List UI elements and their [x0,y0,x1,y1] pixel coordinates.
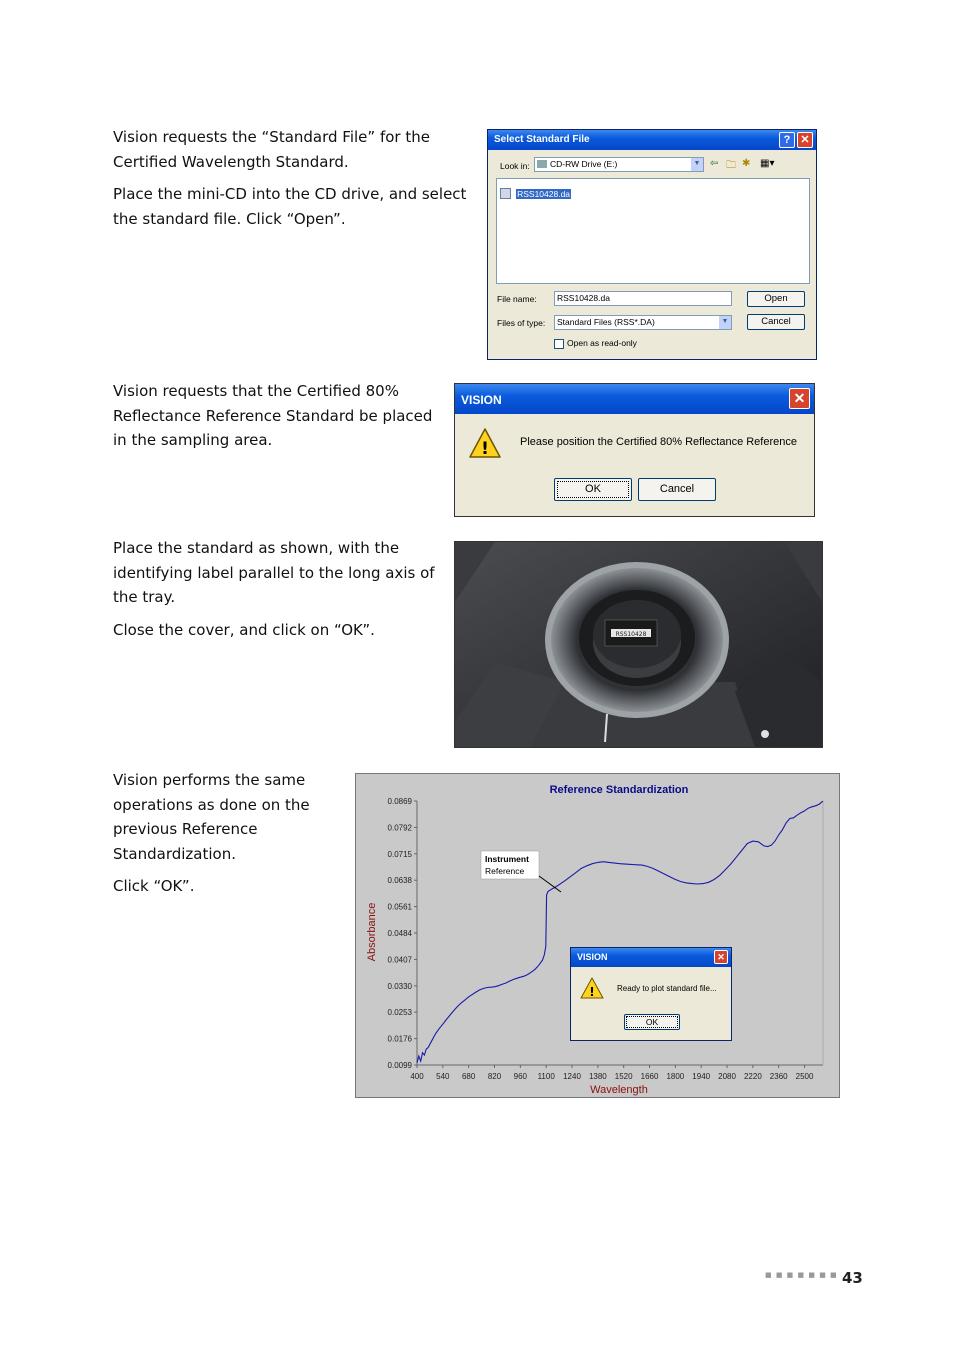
annotation-line-1: Instrument [485,854,529,864]
dialog-title: Select Standard File [494,134,590,145]
look-in-label: Look in: [500,161,530,171]
y-axis-label: Absorbance [366,902,378,962]
x-tick-label: 2360 [769,1072,788,1081]
x-tick-label: 1100 [537,1072,555,1081]
cancel-button[interactable]: Cancel [747,314,805,330]
cancel-button[interactable]: Cancel [638,478,716,501]
reference-standardization-chart [356,774,839,1097]
close-button[interactable]: ✕ [797,132,813,148]
x-tick-label: 1940 [692,1072,711,1081]
warning-glyph: ! [481,439,489,459]
y-tick-label: 0.0253 [387,1008,412,1018]
x-tick-label: 2220 [743,1072,762,1081]
warning-icon [468,427,502,459]
instruction-2: Place the mini-CD into the CD drive, and select the standard file. Click “Open”. [113,185,467,228]
page-number: 43 [842,1269,863,1287]
annotation [481,851,561,892]
y-tick-label: 0.0330 [387,981,412,991]
chevron-down-icon: ▼ [691,158,703,171]
x-tick-label: 820 [487,1072,502,1081]
y-tick-label: 0.0407 [387,955,412,965]
back-icon[interactable]: ⇦ [710,158,719,169]
warning-icon [580,977,604,999]
file-name-label: File name: [497,294,537,304]
y-tick-label: 0.0099 [387,1061,412,1070]
instruction-4: Place the standard as shown, with the identifying label parallel to the long axis of the tray. [113,539,435,606]
warning-glyph: ! [589,985,595,999]
chart-title: Reference Standardization [549,784,689,796]
chart-panel [355,773,840,1098]
instruction-7: Click “OK”. [113,877,195,895]
standard-label-text: RSS10428 [615,631,647,638]
up-folder-icon[interactable]: 🗀 [726,160,736,171]
ok-button[interactable]: OK [554,478,632,501]
vision-dialog-message: Please position the Certified 80% Reflectance Reference [520,436,797,448]
footer-dots: ■ ■ ■ ■ ■ ■ ■ [765,1271,838,1279]
new-folder-icon[interactable]: ✱ [742,158,751,169]
x-tick-label: 400 [410,1072,424,1081]
x-tick-label: 1520 [614,1072,633,1081]
help-button[interactable]: ? [779,132,795,148]
read-only-checkbox[interactable] [554,339,564,349]
chevron-down-icon: ▼ [719,316,731,329]
select-standard-file-dialog [487,129,817,360]
annotation-line-2: Reference [485,866,525,876]
list-item[interactable]: RSS10428.da [500,182,571,201]
x-tick-label: 540 [436,1072,450,1081]
instruction-1: Vision requests the “Standard File” for the Certified Wavelength Standard. [113,128,430,171]
ready-dialog-message: Ready to plot standard file... [617,984,717,993]
y-tick-label: 0.0869 [387,797,412,806]
instruction-6: Vision performs the same operations as done on the previous Reference Standardization. [113,771,310,863]
instruction-3: Vision requests that the Certified 80% Reflectance Reference Standard be placed in the sampling area. [113,382,433,449]
y-tick-label: 0.0561 [387,902,412,912]
view-menu-icon[interactable]: ▦▾ [760,158,775,169]
cd-drive-icon [537,160,547,168]
vision-dialog-titlebar [455,384,814,414]
x-tick-label: 2080 [718,1072,736,1081]
ready-dialog-titlebar [571,948,731,967]
y-tick-label: 0.0176 [387,1034,412,1044]
x-tick-label: 680 [461,1072,476,1081]
x-tick-label: 1240 [563,1072,581,1081]
x-tick-label: 960 [513,1072,528,1081]
file-list[interactable] [496,178,810,284]
file-name-input[interactable]: RSS10428.da [554,291,732,306]
tray-photo [454,541,823,748]
ready-to-plot-dialog [570,947,732,1041]
instruction-5: Close the cover, and click on “OK”. [113,621,375,639]
vision-dialog [454,383,815,517]
file-icon [500,188,511,199]
files-of-type-label: Files of type: [497,318,546,328]
x-tick-label: 1800 [666,1072,685,1081]
files-of-type-select[interactable]: Standard Files (RSS*.DA) ▼ [554,315,732,330]
ok-button[interactable]: OK [624,1014,680,1030]
close-button[interactable]: ✕ [789,388,810,409]
read-only-label: Open as read-only [567,338,637,348]
x-tick-label: 1660 [640,1072,659,1081]
open-button[interactable]: Open [747,291,805,307]
y-tick-label: 0.0792 [387,823,412,833]
dialog-titlebar [488,130,816,150]
x-axis-label: Wavelength [590,1084,648,1096]
vision-dialog-title: VISION [461,393,502,407]
x-tick-label: 1380 [588,1072,607,1081]
y-tick-label: 0.0638 [387,876,412,886]
y-tick-label: 0.0484 [387,929,412,938]
ready-dialog-title: VISION [577,952,608,962]
look-in-select[interactable]: CD-RW Drive (E:) ▼ [534,157,704,172]
y-tick-label: 0.0715 [387,849,412,859]
close-button[interactable]: ✕ [714,950,728,964]
x-tick-label: 2500 [795,1072,814,1081]
tray-illustration [455,542,822,747]
